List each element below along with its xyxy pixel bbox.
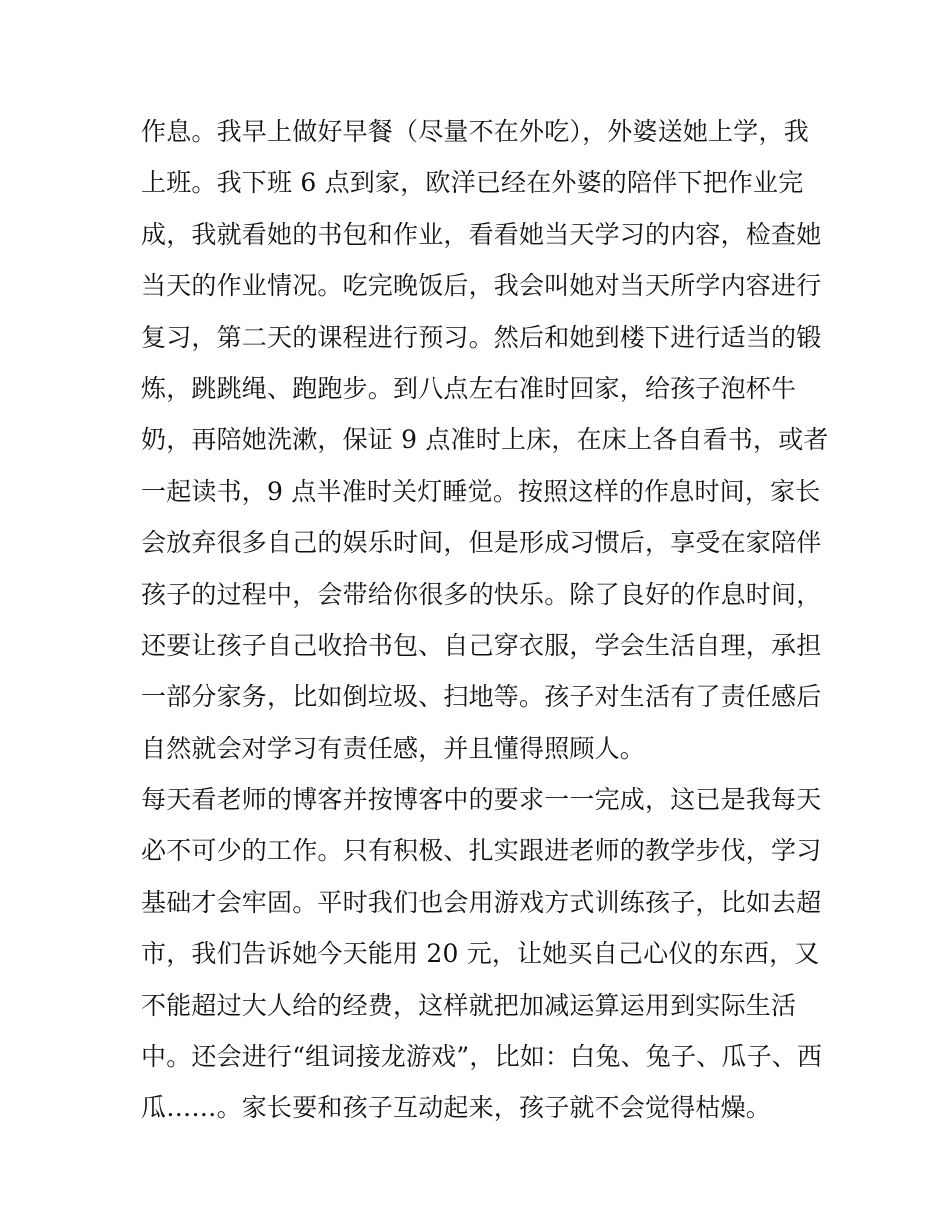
text-line: 会放弃很多自己的娱乐时间，但是形成习惯后，享受在家陪伴 xyxy=(141,528,822,558)
text-line: 不能超过大人给的经费，这样就把加减运算运用到实际生活 xyxy=(141,990,797,1020)
text-line: 复习，第二天的课程进行预习。然后和她到楼下进行适当的锻 xyxy=(141,322,822,352)
text-line: 成，我就看她的书包和作业，看看她当天学习的内容，检查她 xyxy=(141,219,822,249)
text-line: 自然就会对学习有责任感，并且懂得照顾人。 xyxy=(141,733,646,763)
text-line: 基础才会牢固。平时我们也会用游戏方式训练孩子，比如去超 xyxy=(141,887,822,917)
text-line: 一起读书，9 点半准时关灯睡觉。按照这样的作息时间，家长 xyxy=(141,476,821,506)
text-line: 一部分家务，比如倒垃圾、扫地等。孩子对生活有了责任感后 xyxy=(141,682,822,712)
text-line: 上班。我下班 6 点到家，欧洋已经在外婆的陪伴下把作业完 xyxy=(141,168,804,198)
text-line: 中。还会进行“组词接龙游戏”，比如：白兔、兔子、瓜子、西 xyxy=(141,1042,823,1072)
body-text xyxy=(141,106,829,1134)
text-line: 炼，跳跳绳、跑跑步。到八点左右准时回家，给孩子泡杯牛 xyxy=(141,373,797,403)
text-line: 瓜……。家长要和孩子互动起来，孩子就不会觉得枯燥。 xyxy=(141,1093,772,1123)
text-line: 市，我们告诉她今天能用 20 元，让她买自己心仪的东西，又 xyxy=(141,939,820,969)
text-line: 奶，再陪她洗漱，保证 9 点准时上床，在床上各自看书，或者 xyxy=(141,425,829,455)
text-line: 还要让孩子自己收拾书包、自己穿衣服，学会生活自理，承担 xyxy=(141,630,822,660)
text-line: 作息。我早上做好早餐（尽量不在外吃），外婆送她上学，我 xyxy=(141,117,809,146)
text-line: 每天看老师的博客并按博客中的要求一一完成，这已是我每天 xyxy=(141,785,822,815)
text-line: 必不可少的工作。只有积极、扎实跟进老师的教学步伐，学习 xyxy=(141,836,822,866)
text-line: 当天的作业情况。吃完晚饭后，我会叫她对当天所学内容进行 xyxy=(141,271,822,301)
text-line: 孩子的过程中，会带给你很多的快乐。除了良好的作息时间， xyxy=(141,579,822,609)
